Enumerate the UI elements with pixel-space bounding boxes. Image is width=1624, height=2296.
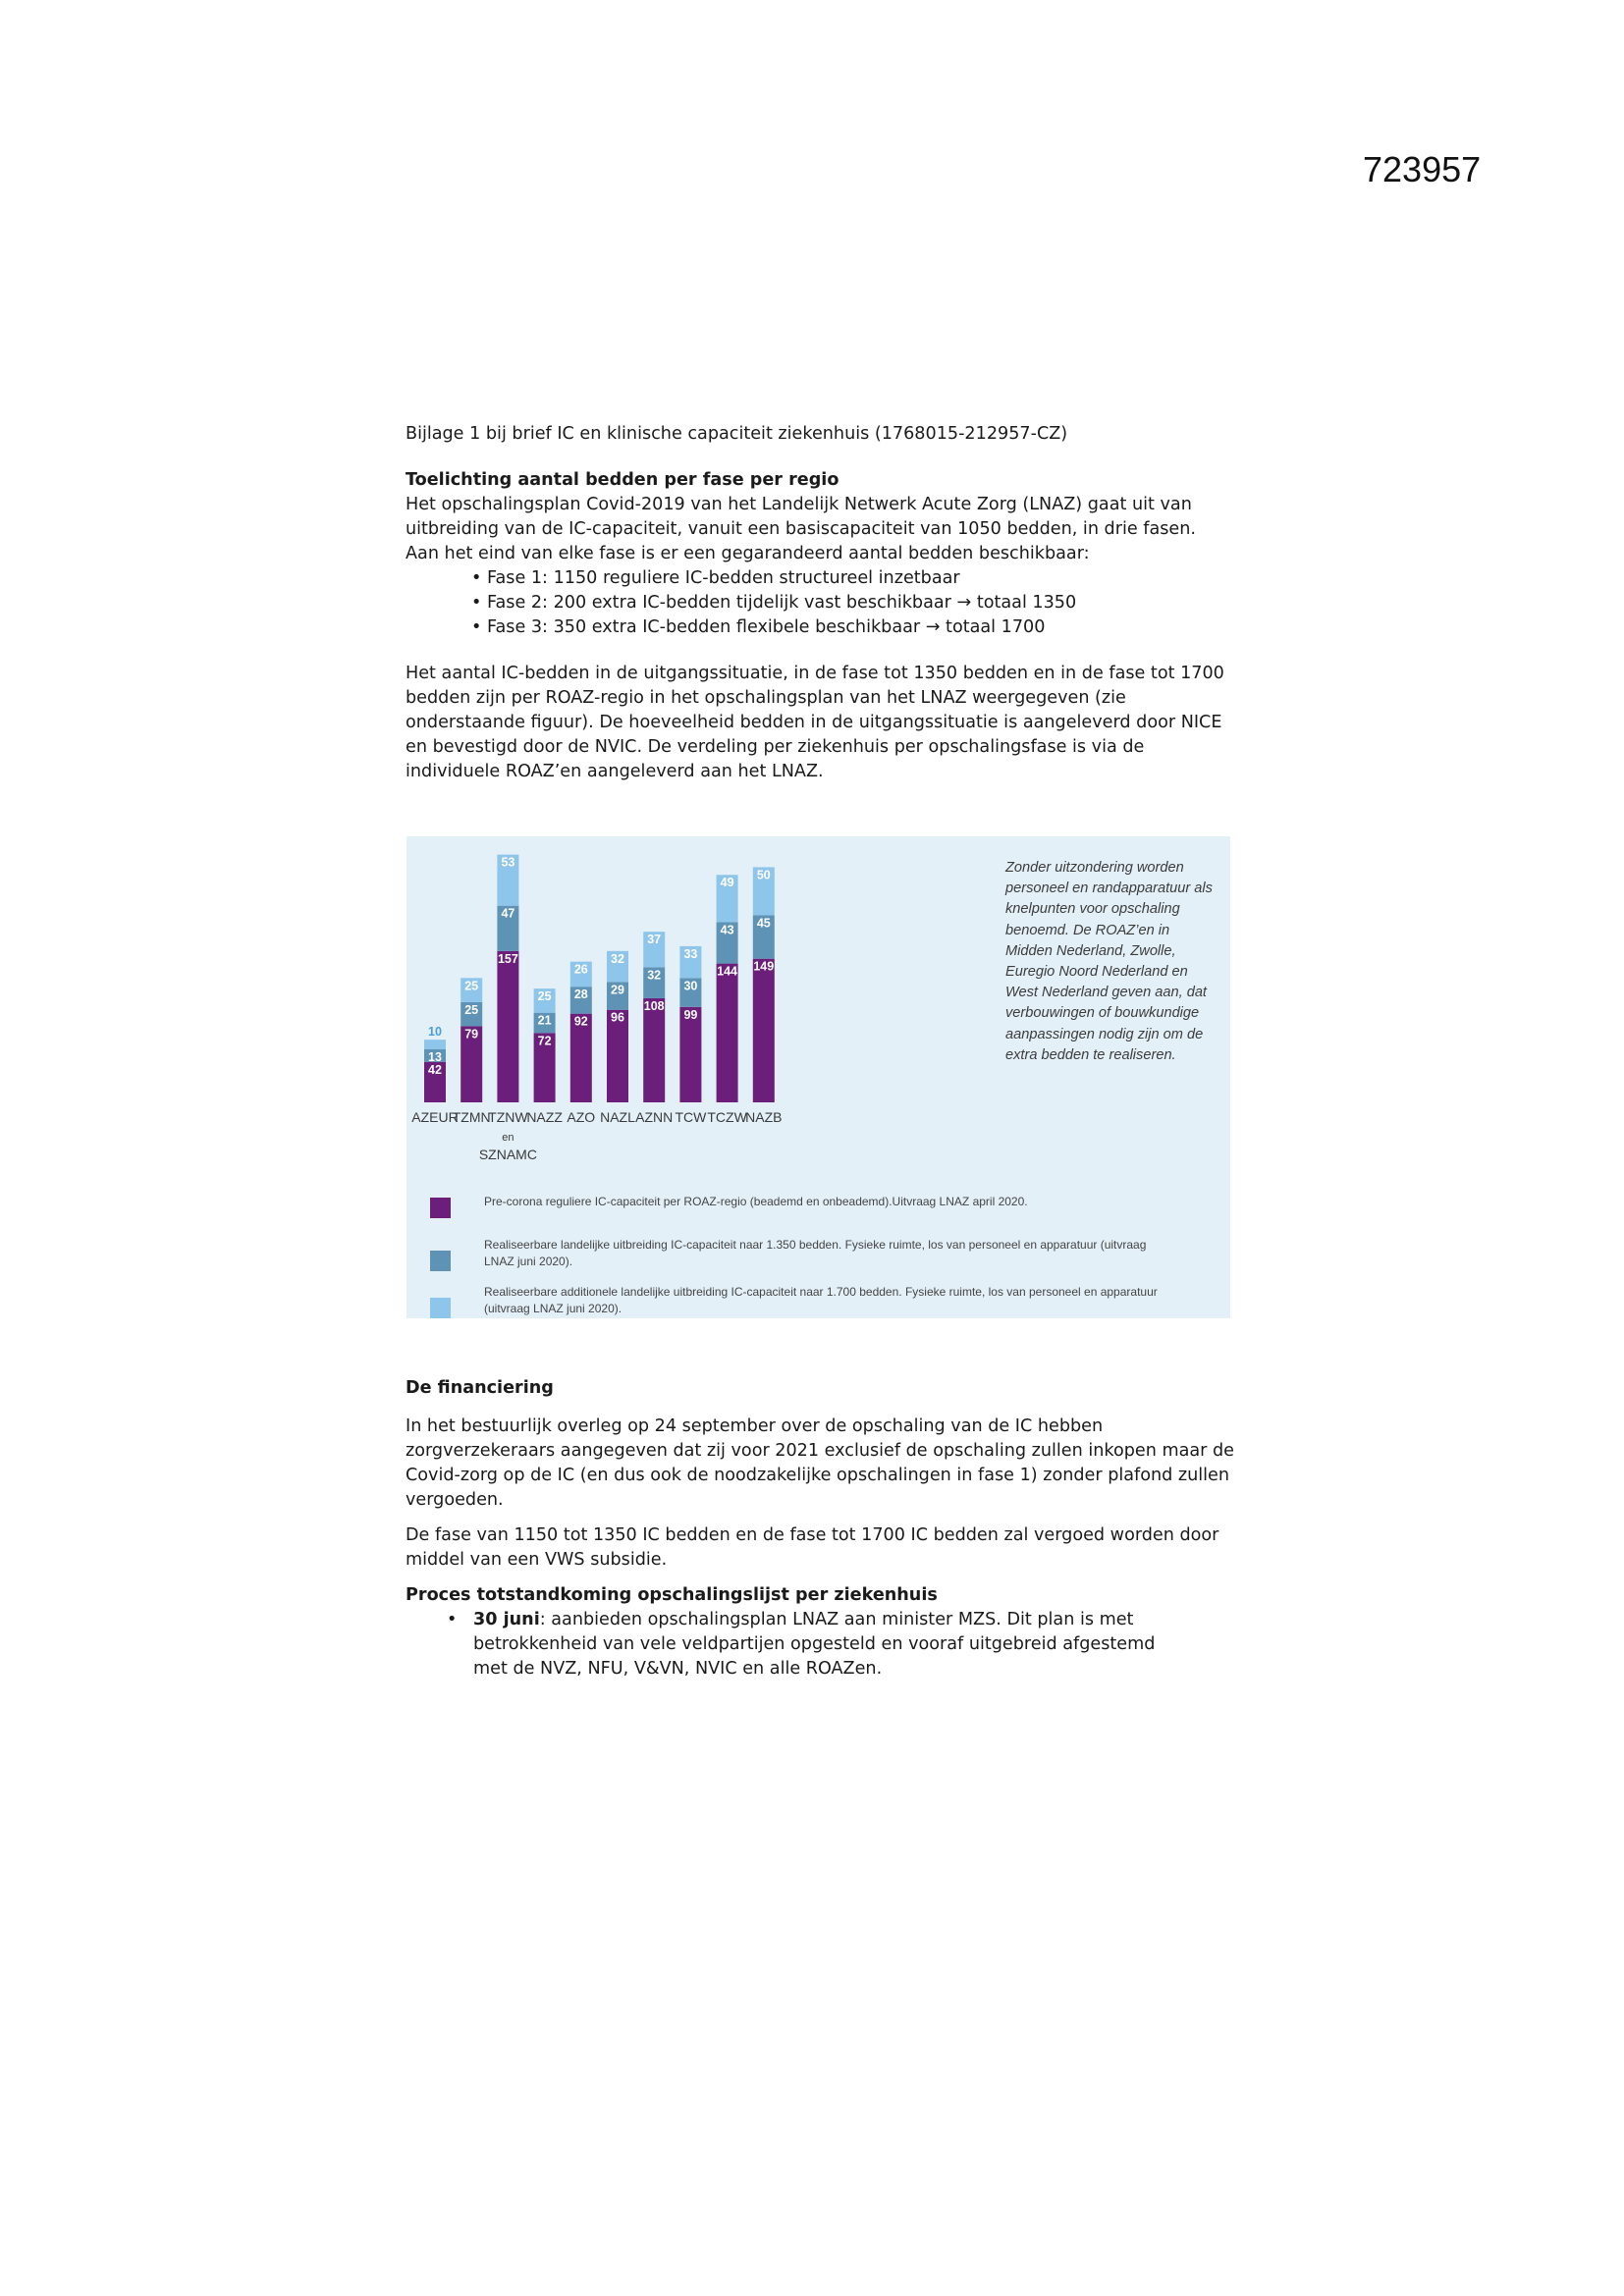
chart-note: Zonder uitzondering worden personeel en randapparatuur als knelpunten voor opschaling benoemd. De ROAZ’en in Midden Nederland, Zwolle, Euregio Noord Nederland en West Nederland geven aan, dat verbouwingen of bouwkundige aanpassingen nodig zijn om de extra bedden te realiseren. <box>1005 860 1213 1063</box>
intro-paragraph: Het opschalingsplan Covid-2019 van het Landelijk Netwerk Acute Zorg (LNAZ) gaat uit van uitbreiding van de IC-capaciteit, vanuit een basiscapaciteit van 1050 bedden, in drie fasen. Aan het eind van elke fase is er een gegarandeerd aantal bedden beschikbaar: <box>406 495 1196 563</box>
data-label: 26 <box>573 962 588 977</box>
category-label: AZO <box>567 1109 596 1125</box>
data-label: 53 <box>501 855 515 870</box>
process-list <box>406 1608 1162 1682</box>
data-label: 47 <box>501 906 515 921</box>
data-label: 21 <box>537 1013 552 1028</box>
category-label: NAZB <box>745 1109 783 1125</box>
category-label: AZNN <box>635 1109 674 1125</box>
category-label: SZNAMC <box>478 1147 537 1162</box>
data-label: 79 <box>464 1027 479 1041</box>
category-label: TZMN <box>452 1109 491 1125</box>
data-label: 50 <box>756 868 771 882</box>
data-label: 33 <box>683 946 698 961</box>
data-label: 43 <box>720 923 734 937</box>
legend-label: Realiseerbare landelijke uitbreiding IC-capaciteit naar 1.350 bedden. Fysieke ruimte, los van personeel en apparatuur (uitvraag LNAZ juni 2020). <box>484 1238 1147 1268</box>
data-label: 49 <box>720 876 734 890</box>
bar-segment <box>424 1040 446 1049</box>
legend-label: Realiseerbare additionele landelijke uitbreiding IC-capaciteit naar 1.700 bedden. Fysieke ruimte, los van personeel en apparatuur (uitvraag LNAZ juni 2020). <box>484 1285 1158 1315</box>
data-label: 25 <box>464 979 479 993</box>
main-text <box>406 422 1232 784</box>
date-label: 30 juni <box>473 1610 540 1629</box>
data-label: 13 <box>428 1049 442 1064</box>
data-label: 42 <box>428 1062 442 1077</box>
legend-item <box>430 1190 1196 1237</box>
legend-swatch <box>430 1298 451 1318</box>
data-label: 25 <box>464 1002 479 1017</box>
ic-capacity-chart <box>406 836 1230 1318</box>
data-label: 30 <box>683 979 698 993</box>
section-heading-financing: De financiering <box>406 1378 554 1398</box>
legend-swatch <box>430 1198 451 1218</box>
category-label: NAZZ <box>526 1109 563 1125</box>
phase-list <box>406 566 1232 640</box>
category-label: TCZW <box>707 1109 747 1125</box>
data-label: 157 <box>497 951 518 966</box>
chart-legend <box>430 1190 1196 1331</box>
financing-paragraph-1: In het bestuurlijk overleg op 24 september over de opschaling van de IC hebben zorgverzekeraars aangegeven dat zij voor 2021 exclusief de opschaling zullen inkopen maar de Covid-zorg op de IC (en dus ook de noodzakelijke opschalingen in fase 1) zonder plafond zullen vergoeden. <box>406 1416 1234 1510</box>
section-heading-process: Proces totstandkoming opschalingslijst per ziekenhuis <box>406 1585 938 1605</box>
bar-segment <box>497 951 518 1102</box>
list-item <box>473 1608 1162 1682</box>
data-label: 45 <box>756 916 771 931</box>
category-label: en <box>502 1132 514 1144</box>
section-heading-beds: Toelichting aantal bedden per fase per regio <box>406 470 839 490</box>
paragraph-roaz: Het aantal IC-bedden in de uitgangssituatie, in de fase tot 1350 bedden en in de fase tot 1700 bedden zijn per ROAZ-regio in het opschalingsplan van het LNAZ weergegeven (zie onderstaande figuur). De hoeveelheid bedden in de uitgangssituatie is aangeleverd door NICE en bevestigd door de NVIC. De verdeling per ziekenhuis per opschalingsfase is via de individuele ROAZ’en aangeleverd aan het LNAZ. <box>406 664 1224 781</box>
list-item: • Fase 3: 350 extra IC-bedden flexibele beschikbaar → totaal 1700 <box>487 615 1232 640</box>
category-label: NAZL <box>600 1109 635 1125</box>
document-number: 723957 <box>1363 149 1482 189</box>
list-item: • Fase 2: 200 extra IC-bedden tijdelijk vast beschikbaar → totaal 1350 <box>487 591 1232 615</box>
legend-swatch <box>430 1251 451 1271</box>
data-label: 108 <box>643 998 665 1013</box>
data-label: 32 <box>647 968 662 983</box>
data-label: 99 <box>683 1007 698 1022</box>
data-label: 29 <box>611 983 624 997</box>
data-label: 144 <box>717 964 738 979</box>
subtitle: Bijlage 1 bij brief IC en klinische capaciteit ziekenhuis (1768015-212957-CZ) <box>406 424 1068 444</box>
bar-segment <box>717 964 738 1102</box>
legend-label: Pre-corona reguliere IC-capaciteit per ROAZ-regio (beademd en onbeademd).Uitvraag LNAZ april 2020. <box>484 1195 1028 1208</box>
data-label: 72 <box>537 1034 552 1048</box>
data-label: 96 <box>611 1010 624 1025</box>
data-label: 149 <box>753 959 775 974</box>
bar-segment <box>753 959 775 1102</box>
data-label: 32 <box>611 951 624 966</box>
financing-section <box>406 1376 1240 1682</box>
data-label: 37 <box>647 933 662 947</box>
category-label: TCW <box>675 1109 707 1125</box>
data-label: 25 <box>537 989 552 1004</box>
data-label: 10 <box>428 1025 442 1040</box>
process-item-text: : aanbieden opschalingsplan LNAZ aan minister MZS. Dit plan is met betrokkenheid van vele veldpartijen opgesteld en vooraf uitgebreid afgestemd met de NVZ, NFU, V&VN, NVIC en alle ROAZen. <box>473 1610 1156 1679</box>
legend-item <box>430 1237 1196 1284</box>
data-label: 92 <box>573 1014 588 1029</box>
category-label: TZNW <box>488 1109 528 1125</box>
data-label: 28 <box>573 988 588 1002</box>
category-label: AZEUR <box>411 1109 459 1125</box>
bar-chart <box>406 836 996 1190</box>
legend-item <box>430 1284 1196 1331</box>
bar-segment <box>643 998 665 1102</box>
financing-paragraph-2: De fase van 1150 tot 1350 IC bedden en de fase tot 1700 IC bedden zal vergoed worden door middel van een VWS subsidie. <box>406 1525 1219 1570</box>
list-item: • Fase 1: 1150 reguliere IC-bedden structureel inzetbaar <box>487 566 1232 591</box>
